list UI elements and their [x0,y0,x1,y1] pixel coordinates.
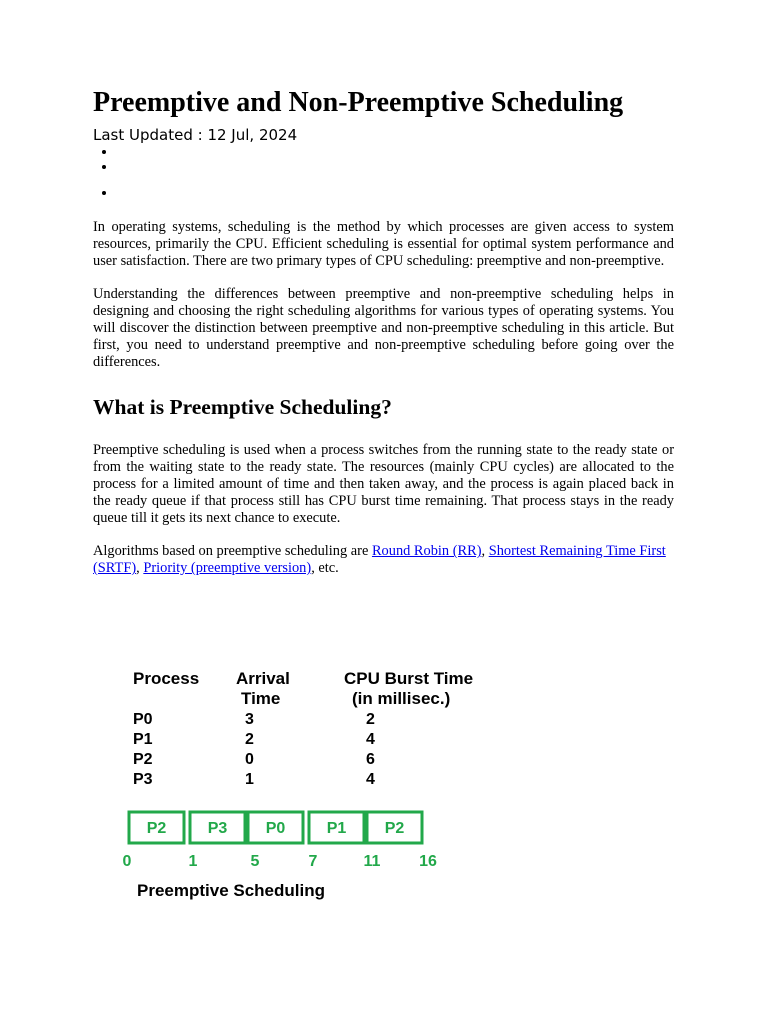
last-updated: Last Updated : 12 Jul, 2024 [93,126,298,144]
srtf-link[interactable]: Shortest Remaining Time First (SRTF) [93,543,666,577]
gantt-block-label: P1 [326,820,347,837]
page-title: Preemptive and Non-Preemptive Scheduling [93,87,624,118]
time-tick: 11 [363,853,381,870]
gantt-block-label: P0 [265,820,286,837]
preemptive-paragraph: Preemptive scheduling is used when a process switches from the running state to the ready state or from the waiting state to the ready state. The resources (mainly CPU cycles) are allocated to the process for a limited amount of time and then taken away, and the process is again placed back in the ready queue if that process still has CPU burst time remaining. That process stays in the ready queue till it gets its next chance to execute. [93,442,674,526]
header-cpu-burst: CPU Burst Time [344,669,474,688]
row-burst: 4 [366,731,375,748]
preemptive-scheduling-figure [120,660,520,910]
priority-link[interactable]: Priority (preemptive version) [143,560,312,577]
gantt-chart [129,812,422,843]
list-item [117,144,674,159]
algorithms-prefix: Algorithms based on preemptive scheduling are [93,543,372,560]
header-arrival-time: Time [241,689,281,708]
row-arrival: 3 [245,711,254,728]
gantt-block-label: P2 [146,820,167,837]
intro-paragraph-1: In operating systems, scheduling is the method by which processes are given access to system resources, primarily the CPU. Efficient scheduling is essential for optimal system performance and user satisfaction. There are two primary types of CPU scheduling: preemptive and non-preemptive. [93,219,674,269]
figure-caption: Preemptive Scheduling [137,881,325,900]
time-tick: 0 [122,853,132,870]
row-arrival: 1 [245,771,254,788]
row-arrival: 2 [245,731,254,748]
time-tick: 7 [308,853,318,870]
row-arrival: 0 [245,751,254,768]
row-process: P1 [133,731,153,748]
separator: , [481,543,489,560]
row-burst: 4 [366,771,375,788]
header-process: Process [133,669,200,688]
header-arrival: Arrival [236,669,290,688]
time-tick: 1 [188,853,198,870]
algorithms-suffix: , etc. [311,560,339,577]
row-burst: 2 [366,711,375,728]
header-burst-unit: (in millisec.) [352,689,451,708]
round-robin-link[interactable]: Round Robin (RR) [371,543,482,560]
process-table-rows [133,711,375,788]
row-process: P3 [133,771,153,788]
article [93,86,674,577]
section-heading: What is Preemptive Scheduling? [93,395,392,420]
algorithms-paragraph [93,543,674,577]
row-process: P0 [133,711,153,728]
list-item [117,159,674,174]
intro-paragraph-2: Understanding the differences between preemptive and non-preemptive scheduling helps in designing and choosing the right scheduling algorithms for various types of operating systems. You will discover the distinction between preemptive and non-preemptive scheduling in this article. But first, you need to understand preemptive and non-preemptive scheduling before going over the differences. [93,286,674,370]
gantt-block-label: P3 [207,820,228,837]
row-process: P2 [133,751,153,768]
time-tick: 5 [250,853,260,870]
list-item [117,185,674,200]
time-tick: 16 [419,853,437,870]
share-bullet-list [93,144,674,200]
gantt-block-label: P2 [384,820,405,837]
gantt-time-axis [123,853,437,870]
row-burst: 6 [366,751,375,768]
separator: , [136,560,144,577]
